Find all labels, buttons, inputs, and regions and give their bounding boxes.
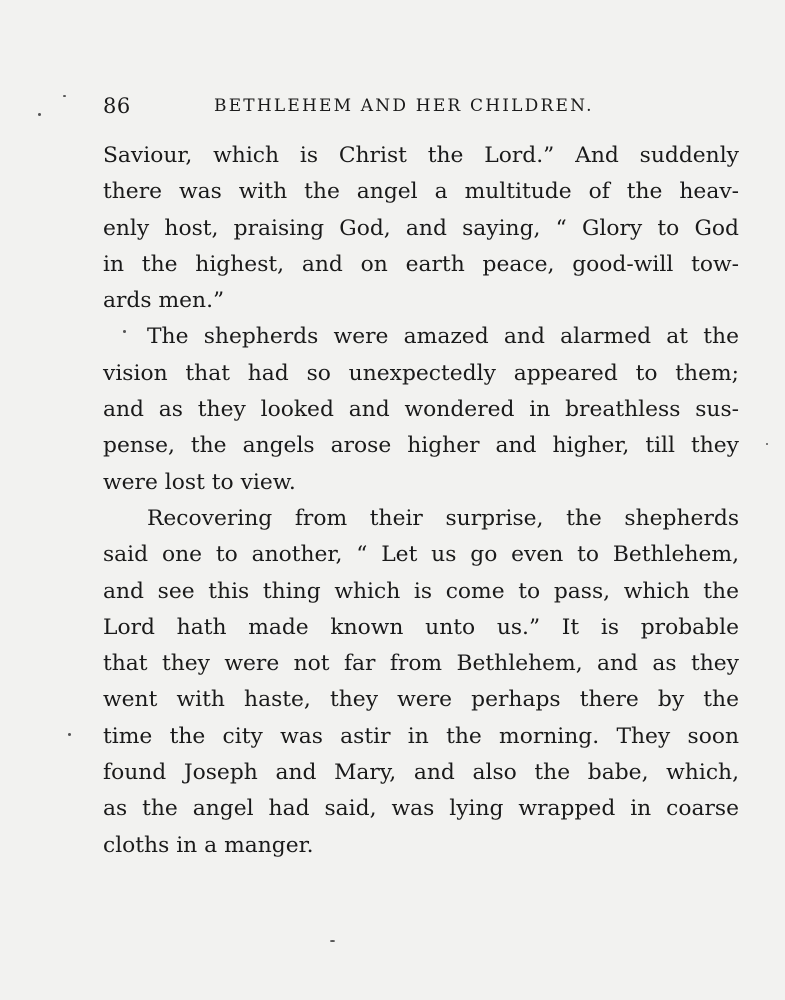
page-number: 86 [103,94,131,118]
text-line: ards men.” [103,288,225,314]
text-line: were lost to view. [103,469,296,495]
text-line: and see this thing which is come to pass, which the [103,578,739,604]
scan-speck [38,113,41,116]
text-line: enly host, praising God, and saying, “ Glory to God [103,215,739,241]
text-line: time the city was astir in the morning. They soon [103,723,739,749]
paragraph [103,501,739,864]
page-header [103,94,643,124]
paragraph [103,138,739,319]
scan-speck [766,443,768,445]
text-line: vision that had so unexpectedly appeared to them; [103,360,739,386]
text-line: found Joseph and Mary, and also the babe, which, [103,760,739,786]
text-line: The shepherds were amazed and alarmed at the [147,324,739,350]
text-line: Saviour, which is Christ the Lord.” And suddenly [103,143,739,168]
scan-speck [330,940,335,942]
text-line: that they were not far from Bethlehem, and as they [103,651,739,677]
text-line: in the highest, and on earth peace, good-will tow- [103,251,739,277]
scan-speck [63,95,66,97]
text-line: Lord hath made known unto us.” It is probable [103,614,739,640]
text-line: said one to another, “ Let us go even to Bethlehem, [103,542,739,568]
scan-speck [123,330,126,333]
paragraph [103,319,739,500]
text-line: there was with the angel a multitude of the heav- [103,179,739,205]
text-line: as the angel had said, was lying wrapped in coarse [103,796,739,822]
scan-speck [68,733,71,736]
text-line: went with haste, they were perhaps there by the [103,687,739,713]
text-line: pense, the angels arose higher and higher, till they [103,433,739,459]
text-line: and as they looked and wondered in breathless sus- [103,397,739,423]
text-line: Recovering from their surprise, the shepherds [147,505,739,531]
running-title: BETHLEHEM AND HER CHILDREN. [214,96,594,116]
text-line: cloths in a manger. [103,832,314,858]
body-text [103,138,739,864]
